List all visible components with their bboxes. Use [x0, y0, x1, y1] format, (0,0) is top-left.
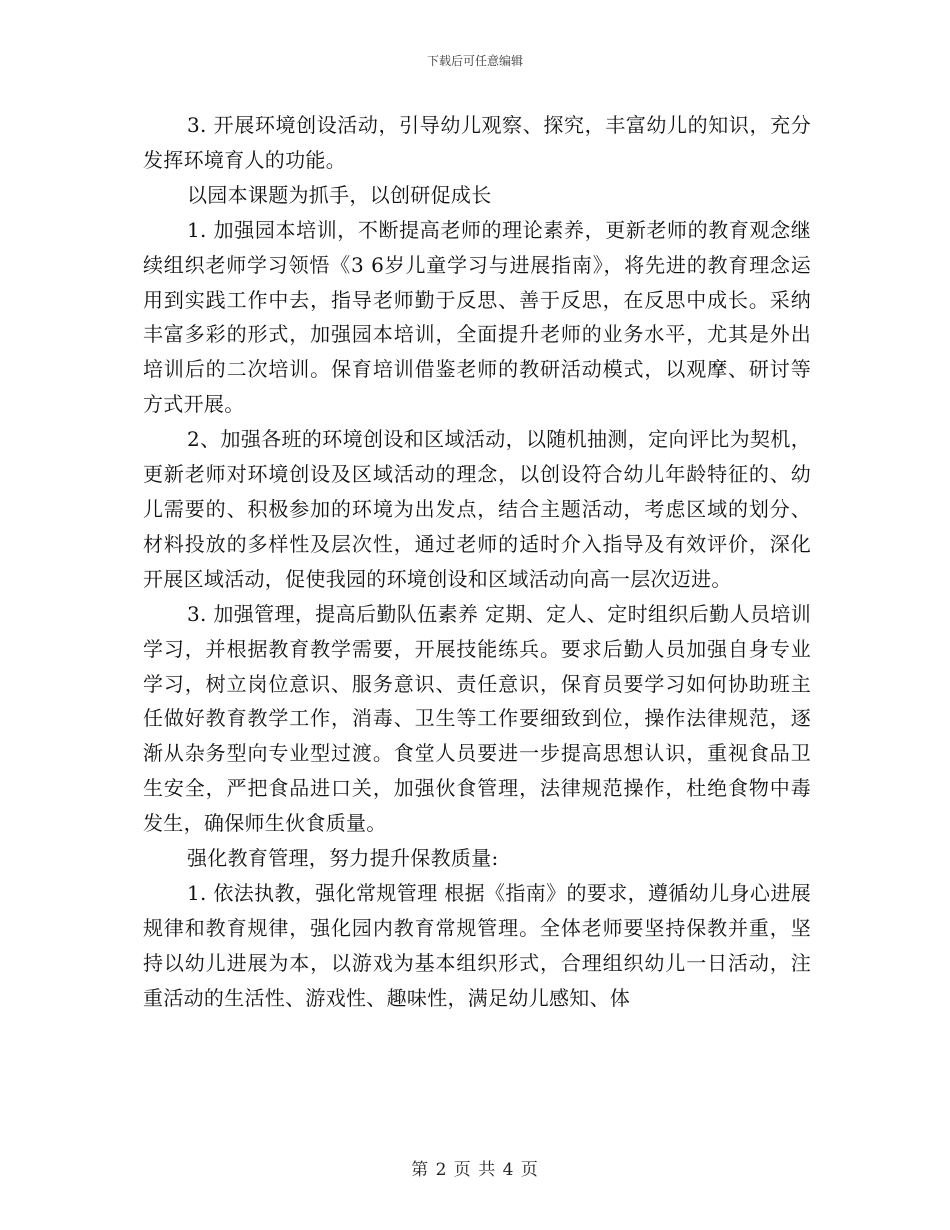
page-number: 第 2 页 共 4 页 [411, 1160, 539, 1180]
paragraph-logistics-management: 3. 加强管理，提高后勤队伍素养 定期、定人、定时组织后勤人员培训学习，并根据教育教学需要，开展技能练兵。要求后勤人员加强自身专业学习，树立岗位意识、服务意识、责任意识，保育员要学习如何协助班主任做好教育教学工作，消毒、卫生等工作要细致到位，操作法律规范，逐渐从杂务型向专业型过渡。食堂人员要进一步提高思想认识，重视食品卫生安全，严把食品进口关，加强伙食管理，法律规范操作，杜绝食物中毒发生，确保师生伙食质量。 [143, 601, 811, 836]
paragraph-class-environment: 2、加强各班的环境创设和区域活动，以随机抽测，定向评比为契机，更新老师对环境创设及区域活动的理念，以创设符合幼儿年龄特征的、幼儿需要的、积极参加的环境为出发点，结合主题活动，考虑区域的划分、材料投放的多样性及层次性，通过老师的适时介入指导及有效评价，深化开展区域活动，促使我园的环境创设和区域活动向高一层次迈进。 [143, 427, 811, 591]
paragraph-environment-activities: 3. 开展环境创设活动，引导幼儿观察、探究，丰富幼儿的知识，充分发挥环境育人的功能。 [143, 113, 811, 172]
document-body [143, 108, 811, 1016]
section-heading-research: 以园本课题为抓手，以创研促成长 [187, 182, 492, 207]
paragraph-routine-management: 1. 依法执教，强化常规管理 根据《指南》的要求，遵循幼儿身心进展规律和教育规律，强化园内教育常规管理。全体老师要坚持保教并重，坚持以幼儿进展为本，以游戏为基本组织形式，合理组织幼儿一日活动，注重活动的生活性、游戏性、趣味性，满足幼儿感知、体 [143, 880, 811, 1010]
section-heading-education-management: 强化教育管理，努力提升保教质量: [187, 846, 499, 871]
page-header: 下载后可任意编辑 [426, 54, 523, 68]
paragraph-teacher-training: 1. 加强园本培训，不断提高老师的理论素养，更新老师的教育观念继续组织老师学习领悟《3 6岁儿童学习与进展指南》，将先进的教育理念运用到实践工作中去，指导老师勤于反思、善于反思，在反思中成长。采纳丰富多彩的形式，加强园本培训，全面提升老师的业务水平，尤其是外出培训后的二次培训。保育培训借鉴老师的教研活动模式，以观摩、研讨等方式开展。 [143, 217, 811, 417]
